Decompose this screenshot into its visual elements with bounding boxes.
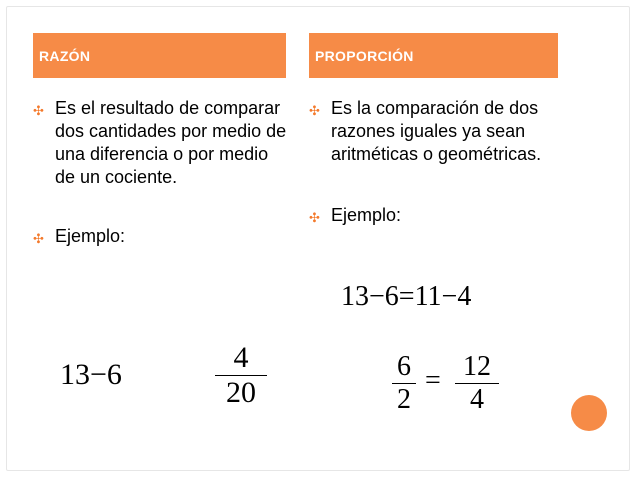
proporcion-fraction-left-denominator: 2 [397,384,411,415]
proporcion-definition-item [309,97,569,166]
proporcion-fraction-right-numerator: 12 [463,351,491,382]
proporcion-fraction-left [392,351,416,416]
razon-fraction-numerator: 4 [233,341,249,374]
diamond-bullet-icon: ✣ [33,104,44,119]
header-razon-label: RAZÓN [39,47,91,64]
header-razon [33,33,286,78]
proporcion-example-label: Ejemplo: [331,205,402,225]
proporcion-fraction-right-denominator: 4 [470,384,484,415]
diamond-bullet-icon: ✣ [309,211,320,226]
razon-example-item [33,225,293,251]
decorative-circle [571,395,607,431]
proporcion-equals-sign: = [425,365,441,396]
proporcion-example-item [309,204,569,230]
header-proporcion [309,33,558,78]
razon-fraction-denominator: 20 [226,376,256,409]
razon-definition: Es el resultado de comparar dos cantidades por medio de una diferencia o por medio de un cociente. [55,98,287,187]
razon-definition-item [33,97,293,189]
razon-arith-example: 13−6 [60,358,122,391]
proporcion-column [309,97,569,230]
razon-example-label: Ejemplo: [55,226,126,246]
diamond-bullet-icon: ✣ [309,104,320,119]
proporcion-fraction-right [455,351,499,416]
razon-column [33,97,293,251]
proporcion-arith-example: 13−6=11−4 [341,281,472,312]
proporcion-fraction-left-numerator: 6 [397,351,411,382]
razon-fraction [215,341,267,410]
header-proporcion-label: PROPORCIÓN [315,47,414,64]
proporcion-definition: Es la comparación de dos razones iguales ya sean aritméticas o geométricas. [331,98,542,164]
diamond-bullet-icon: ✣ [33,232,44,247]
